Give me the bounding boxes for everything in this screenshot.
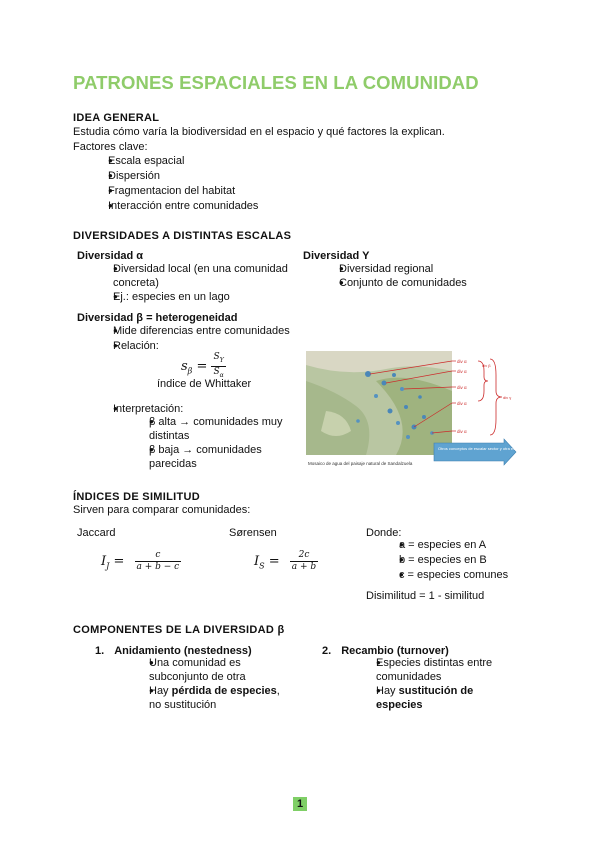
list-item: ● c = especies comunes — [383, 568, 553, 582]
dissimilarity-text: Disimilitud = 1 - similitud — [366, 590, 485, 602]
list-item: ● Interpretación: — [94, 402, 304, 416]
section-heading-components: COMPONENTES DE LA DIVERSIDAD β — [73, 624, 285, 636]
list-item: ● Fragmentacion del habitat — [90, 184, 390, 198]
component-1-list — [131, 656, 291, 712]
jaccard-formula: $I_J$ = $\frac{c}{a + b - c}$ — [101, 550, 180, 572]
gamma-title: Diversidad Y — [303, 250, 370, 262]
map-label-gamma: div γ — [503, 395, 512, 400]
beta-title: Diversidad β = heterogeneidad — [77, 312, 238, 324]
sorensen-label: Sørensen — [229, 527, 277, 539]
sorensen-formula: $I_S$ = $\frac{2c}{a + b}$ — [254, 550, 317, 572]
list-item: ● Diversidad regional — [321, 262, 521, 276]
interp-sublist — [131, 415, 301, 471]
map-label-alpha-4: div α — [457, 401, 467, 406]
donde-label: Donde: — [366, 527, 402, 539]
list-item: ● a = especies en A — [383, 538, 553, 552]
beta-list — [94, 324, 304, 353]
list-item: ● Diversidad local (en una comunidad concreta) — [94, 262, 294, 290]
factors-label: Factores clave: — [73, 141, 148, 153]
whittaker-label: índice de Whittaker — [157, 378, 252, 390]
interp-list — [94, 402, 304, 416]
whittaker-formula: $s_\beta$ = $\frac{S_Y}{S_\alpha}$ — [181, 352, 224, 379]
list-item: ● Una comunidad es subconjunto de otra — [131, 656, 291, 684]
component-1-title: 1. Anidamiento (nestedness) — [95, 645, 252, 657]
map-label-alpha-3: div α — [457, 385, 467, 390]
list-item: ● Especies distintas entre comunidades — [358, 656, 508, 684]
page-number: 1 — [293, 797, 307, 811]
idea-text: Estudia cómo varía la biodiversidad en el espacio y qué factores la explican. — [73, 126, 445, 138]
section-heading-scales: DIVERSIDADES A DISTINTAS ESCALAS — [73, 230, 292, 242]
similarity-subtitle: Sirven para comparar comunidades: — [73, 504, 251, 516]
list-item: ● Ej.: especies en un lago — [94, 290, 294, 304]
landscape-map-figure — [306, 351, 552, 471]
landscape-map-illustration — [306, 351, 552, 471]
list-item: ● Interacción entre comunidades — [90, 199, 390, 213]
list-item: ● β baja → comunidades parecidas — [131, 443, 301, 471]
factors-list — [90, 154, 390, 213]
list-item: ● Relación: — [94, 339, 304, 353]
list-item: ● Conjunto de comunidades — [321, 276, 521, 290]
list-item: ● Escala espacial — [90, 154, 390, 168]
map-caption: Mosaico de agua del paisaje natural de Sandalzuela — [308, 461, 413, 466]
map-label-alpha-5: div α — [457, 429, 467, 434]
section-heading-idea: IDEA GENERAL — [73, 112, 160, 124]
page-title: PATRONES ESPACIALES EN LA COMUNIDAD — [73, 72, 479, 93]
jaccard-label: Jaccard — [77, 527, 116, 539]
map-arrow-text: Otros conceptos de escalar sector y otra escala sobre el paisaje — [438, 446, 552, 451]
component-2-list — [358, 656, 508, 712]
list-item: ● Hay sustitución de especies — [358, 684, 508, 712]
map-label-alpha-2: div α — [457, 369, 467, 374]
list-item: ● Dispersión — [90, 169, 390, 183]
component-2-title: 2. Recambio (turnover) — [322, 645, 449, 657]
map-label-beta: div β — [482, 363, 491, 368]
list-item: ● Hay pérdida de especies, no sustitución — [131, 684, 291, 712]
alpha-title: Diversidad α — [77, 250, 144, 262]
section-heading-similarity: ÍNDICES DE SIMILITUD — [73, 491, 201, 503]
map-label-alpha-1: div α — [457, 359, 467, 364]
list-item: ● β alta → comunidades muy distintas — [131, 415, 301, 443]
gamma-list — [321, 262, 521, 290]
list-item: ● Mide diferencias entre comunidades — [94, 324, 304, 338]
donde-list — [383, 538, 553, 582]
list-item: ● b = especies en B — [383, 553, 553, 567]
alpha-list — [94, 262, 294, 304]
